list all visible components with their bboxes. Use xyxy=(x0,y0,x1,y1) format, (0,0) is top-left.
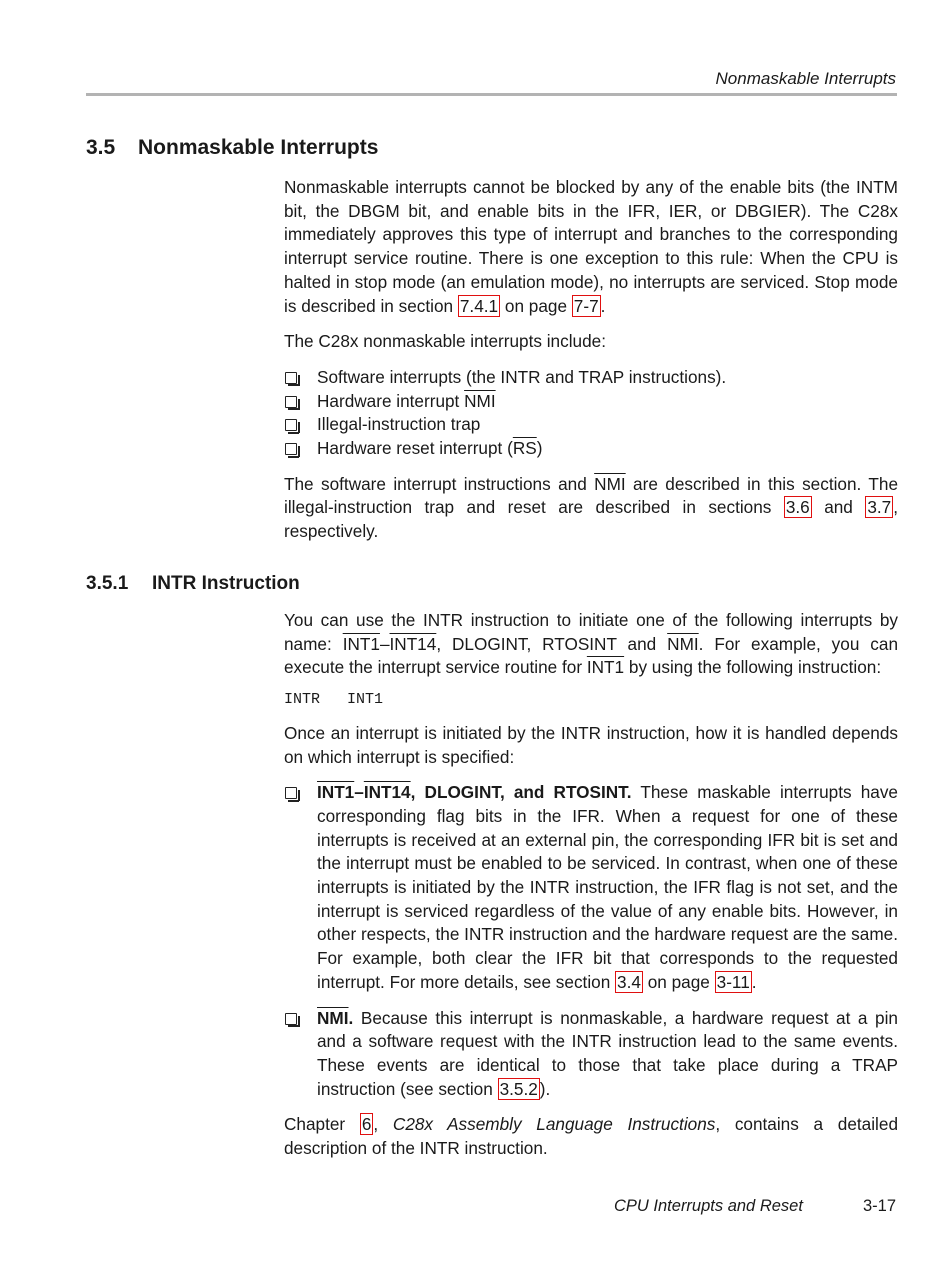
checkbox-bullet-icon xyxy=(285,419,297,431)
xref-section-7-4-1[interactable]: 7.4.1 xyxy=(459,295,499,316)
checkbox-bullet-icon xyxy=(285,372,297,384)
xref-section-3-6[interactable]: 3.6 xyxy=(785,497,810,518)
list-item: INT1–INT14, DLOGINT, and RTOSINT. These maskable interrupts have corresponding flag bits in the IFR. When a request for one of these interrupts is received at an external pin, the corresponding IFR bit is set and the interrupt must be enabled to be serviced. In contrast, when one of these interrupts is initiated by the INTR instruction, the IFR flag is not set, and the interrupt is serviced regardless of the value of any enable bits. However, in other respects, the INTR instruction and the hardware request are the same. For example, both clear the IFR bit that corresponds to the requested interrupt. For more details, see section 3.4 on page 3-11 . xyxy=(284,781,898,994)
section-heading xyxy=(86,136,378,160)
list-item: Hardware interrupt $\overline{NMI}$ xyxy=(284,390,898,414)
header-rule xyxy=(86,93,897,96)
section-number: 3.5 xyxy=(86,136,116,159)
signal-nmi: $\overline{NMI}$ xyxy=(594,473,626,494)
intro-paragraph: Nonmaskable interrupts cannot be blocked by any of the enable bits (the INTM bit, the DBGM bit, and enable bits in the IFR, IER, or DBGIER). The C28x immediately approves this type of interrupt and branches to the corresponding interrupt service routine. There is one exception to this rule: When the CPU is halted in stop mode (an emulation mode), no interrupts are serviced. Stop mode is described in section 7.4.1 on page 7-7 . xyxy=(284,177,898,316)
subsection-number: 3.5.1 xyxy=(86,573,129,594)
checkbox-bullet-icon xyxy=(285,787,297,799)
section-title: Nonmaskable Interrupts xyxy=(138,136,379,159)
signal-rs: $\overline{RS}$ xyxy=(512,438,537,459)
xref-page-7-7[interactable]: 7-7 xyxy=(573,295,599,316)
closing-paragraph: The software interrupt instructions and $\overline{NMI}$ are described in this section. The illegal-instruction trap and reset are described in sections 3.6 and 3.7 , respectively. xyxy=(284,473,898,542)
list-intro: The C28x nonmaskable interrupts include: xyxy=(284,331,606,352)
running-header: Nonmaskable Interrupts xyxy=(715,69,896,88)
xref-section-3-5-2[interactable]: 3.5.2 xyxy=(499,1078,538,1099)
subsection-body xyxy=(284,609,898,1161)
subsection-title: INTR Instruction xyxy=(152,573,300,594)
list-item: Software interrupts (the INTR and TRAP instructions). xyxy=(284,366,898,390)
subsection-heading xyxy=(86,573,300,595)
list-item: $\overline{NMI}$. Because this interrupt is nonmaskable, a hardware request at a pin and a software request with the INTR instruction lead to the same events. These events are identical to those that take place during a TRAP instruction (see section 3.5.2 ). xyxy=(284,1007,898,1102)
xref-section-3-7[interactable]: 3.7 xyxy=(867,497,892,518)
footer-chapter-title: CPU Interrupts and Reset xyxy=(614,1197,803,1215)
signal-nmi: $\overline{NMI}$ xyxy=(464,390,496,411)
chapter-reference-paragraph: Chapter 6 , C28x Assembly Language Instructions, contains a detailed description of the INTR instruction. xyxy=(284,1114,898,1159)
list-item: Hardware reset interrupt $(\overline{RS})$ xyxy=(284,437,898,461)
list-item: Illegal-instruction trap xyxy=(284,413,898,437)
xref-section-3-4[interactable]: 3.4 xyxy=(617,971,641,992)
book-title: C28x Assembly Language Instructions xyxy=(392,1114,716,1135)
xref-page-3-11[interactable]: 3-11 xyxy=(716,971,750,992)
nonmaskable-list xyxy=(284,366,898,461)
handling-paragraph: Once an interrupt is initiated by the INTR instruction, how it is handled depends on which interrupt is specified: xyxy=(284,722,898,767)
intr-paragraph: You can use the INTR instruction to initiate one of the following interrupts by name: INT1–INT14, DLOGINT, RTOSINT and $\overline{NMI}$. For example, you can execute the interrupt service routine for INT1 by using the following instruction: xyxy=(284,610,899,678)
checkbox-bullet-icon xyxy=(285,1013,297,1025)
footer-page-number: 3-17 xyxy=(862,1197,896,1215)
checkbox-bullet-icon xyxy=(285,396,297,408)
xref-chapter-6[interactable]: 6 xyxy=(361,1114,372,1135)
code-example: INTR INT1 xyxy=(284,691,384,709)
interrupt-types-list xyxy=(284,781,898,1101)
checkbox-bullet-icon xyxy=(285,443,297,455)
section-body xyxy=(284,176,898,544)
